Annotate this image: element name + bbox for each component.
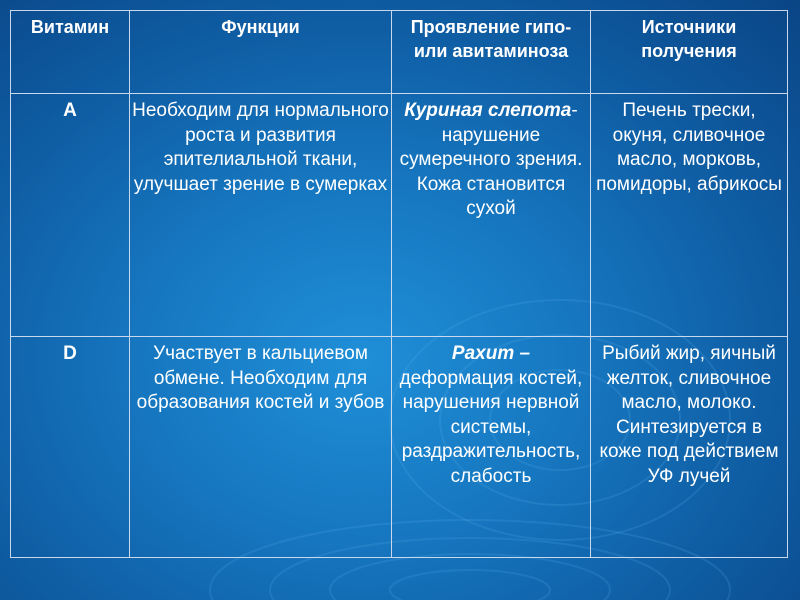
- deficiency-description: - нарушение сумеречного зрения. Кожа становится сухой: [399, 100, 583, 219]
- vitamin-table: [10, 10, 788, 558]
- table-header-row: [11, 11, 788, 94]
- deficiency-term: Куриная слепота: [404, 100, 572, 121]
- vitamin-sources: Печень трески, окуня, сливочное масло, морковь, помидоры, абрикосы: [591, 94, 788, 337]
- vitamin-name: D: [11, 337, 130, 558]
- vitamin-name: A: [11, 94, 130, 337]
- vitamin-deficiency: [392, 337, 591, 558]
- vitamin-functions: Участвует в кальциевом обмене. Необходим для образования костей и зубов: [130, 337, 392, 558]
- deficiency-description: деформация костей, нарушения нервной системы, раздражительность, слабость: [399, 367, 583, 487]
- deficiency-term: Рахит –: [451, 343, 531, 364]
- table-row: [11, 94, 788, 337]
- table-row: [11, 337, 788, 558]
- vitamin-deficiency: [392, 94, 591, 337]
- header-sources: Источники получения: [591, 11, 788, 94]
- header-functions: Функции: [130, 11, 392, 94]
- header-vitamin: Витамин: [11, 11, 130, 94]
- vitamin-sources: Рыбий жир, яичный желток, сливочное масло, молоко. Синтезируется в коже под действием УФ лучей: [591, 337, 788, 558]
- header-deficiency: Проявление гипо- или авитаминоза: [392, 11, 591, 94]
- vitamin-functions: Необходим для нормального роста и развития эпителиальной ткани, улучшает зрение в сумерках: [130, 94, 392, 337]
